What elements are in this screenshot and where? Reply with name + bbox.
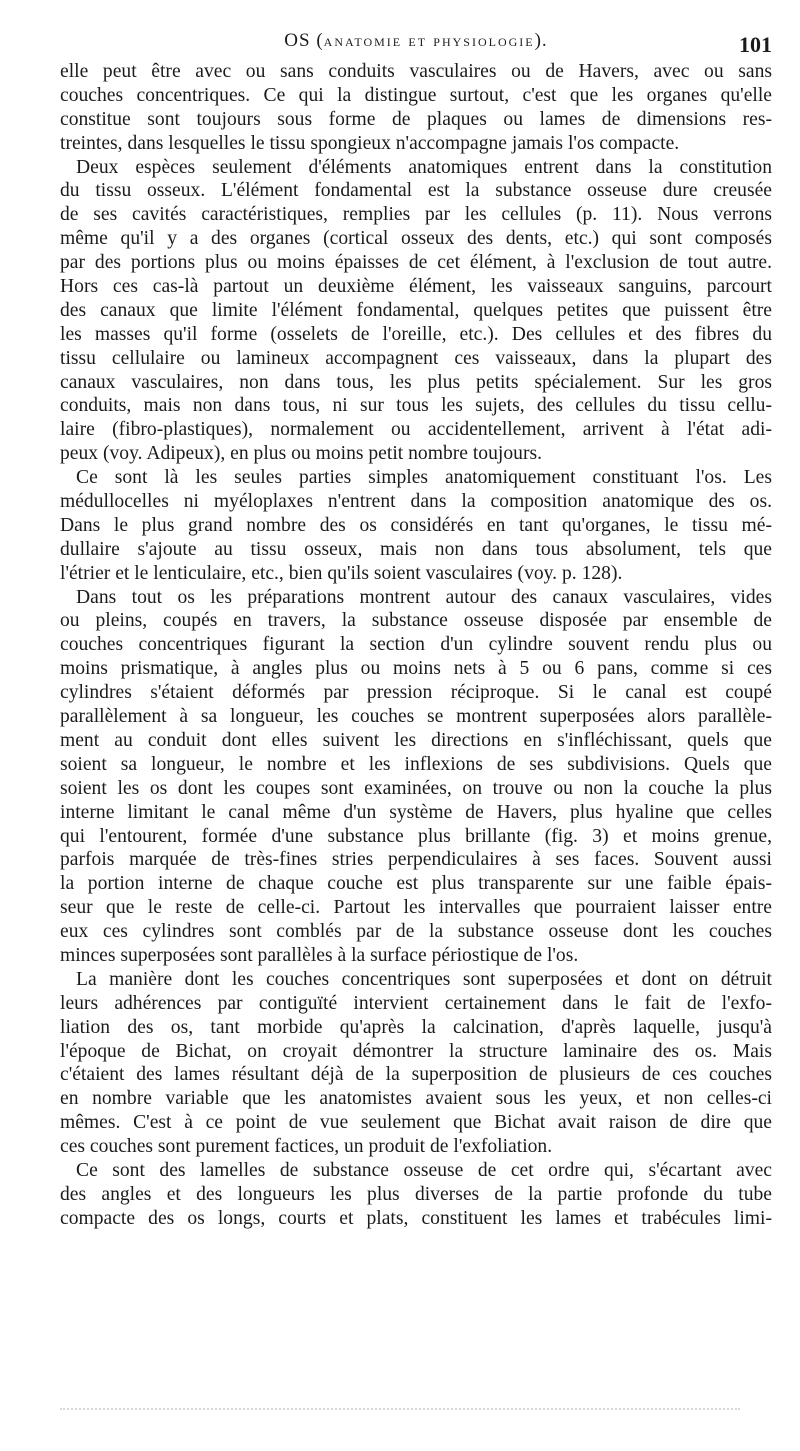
text-line: soient sa longueur, le nombre et les inflexions de ses subdivisions. Quels que <box>60 753 772 775</box>
running-title-end: ). <box>534 30 548 51</box>
text-line: liation des os, tant morbide qu'après la calcination, d'après laquelle, jusqu'à <box>60 1016 772 1038</box>
text-line: tissu cellulaire ou lamineux accompagnent ces vaisseaux, dans la plupart des <box>60 347 772 369</box>
text-line: parfois marquée de très-fines stries perpendiculaires à ses faces. Souvent aussi <box>60 849 772 871</box>
text-line: des angles et des longueurs les plus diverses de la partie profonde du tube <box>60 1183 772 1205</box>
running-title <box>60 30 772 52</box>
text-line: canaux vasculaires, non dans tous, les plus petits spécialement. Sur les gros <box>60 371 772 393</box>
text-line: par des portions plus ou moins épaisses de cet élément, à l'exclusion de tout autre. <box>60 252 772 274</box>
bottom-margin-mark <box>60 1408 740 1416</box>
text-line: en nombre variable que les anatomistes avaient sous les yeux, et non celles-ci <box>60 1088 772 1110</box>
text-line: eux ces cylindres sont comblés par de la substance osseuse dont les couches <box>60 921 772 943</box>
text-line: l'étrier et le lenticulaire, etc., bien qu'ils soient vasculaires (voy. p. 128). <box>60 562 623 584</box>
text-line: elle peut être avec ou sans conduits vasculaires ou de Havers, avec ou sans <box>60 61 772 82</box>
text-line: treintes, dans lesquelles le tissu spongieux n'accompagne jamais l'os compacte. <box>60 132 680 154</box>
text-line: leurs adhérences par contiguïté intervient certainement dans le fait de l'exfo- <box>60 992 772 1014</box>
text-line: ou pleins, coupés en travers, la substance osseuse disposée par ensemble de <box>60 610 772 632</box>
text-line: cylindres s'étaient déformés par pression réciproque. Si le canal est coupé <box>60 682 772 704</box>
text-line: couches concentriques. Ce qui la distingue surtout, c'est que les organes qu'elle <box>60 84 772 106</box>
text-line: les masses qu'il forme (osselets de l'oreille, etc.). Des cellules et des fibres du <box>60 323 772 345</box>
text-line: soient les os dont les coupes sont examinées, on trouve ou non la couche la plus <box>60 777 772 799</box>
text-line: ces couches sont purement factices, un produit de l'exfoliation. <box>60 1136 553 1158</box>
text-line: même qu'il y a des organes (cortical osseux des dents, etc.) qui sont composés <box>60 228 772 250</box>
body-text <box>60 60 772 1231</box>
text-line: moins prismatique, à angles plus ou moins nets à 5 ou 6 pans, comme si ces <box>60 658 772 680</box>
text-line: peux (voy. Adipeux), en plus ou moins petit nombre toujours. <box>60 443 542 465</box>
text-line: interne limitant le canal même d'un système de Havers, plus hyaline que celles <box>60 801 772 823</box>
text-line: compacte des os longs, courts et plats, constituent les lames et trabécules limi- <box>60 1207 772 1229</box>
text-line: de ses cavités caractéristiques, remplies par les cellules (p. 11). Nous verrons <box>60 204 772 226</box>
text-line: ment au conduit dont elles suivent les directions en s'infléchissant, quels que <box>60 729 772 751</box>
text-line: médullocelles ni myéloplaxes n'entrent dans la composition anatomique des os. <box>60 491 772 513</box>
text-line: des canaux que limite l'élément fondamental, quelques petites que puissent être <box>60 299 772 321</box>
text-line: qui l'entourent, formée d'une substance plus brillante (fig. 3) et moins grenue, <box>60 825 772 847</box>
text-line: laire (fibro-plastiques), normalement ou accidentellement, arrivent à l'état adi- <box>60 419 772 441</box>
text-line: seur que le reste de celle-ci. Partout les intervalles que pourraient laisser entre <box>60 897 772 919</box>
running-title-subtitle: anatomie et physiologie <box>323 31 535 50</box>
page-number: 101 <box>739 32 772 57</box>
text-line: minces superposées sont parallèles à la surface périostique de l'os. <box>60 944 579 966</box>
text-line: mêmes. C'est à ce point de vue seulement que Bichat avait raison de dire que <box>60 1112 772 1134</box>
page-header <box>60 26 772 62</box>
text-line: Dans le plus grand nombre des os considérés en tant qu'organes, le tissu mé- <box>60 514 772 536</box>
text-line: constitue sont toujours sous forme de plaques ou lames de dimensions res- <box>60 108 772 130</box>
text-line: La manière dont les couches concentriques sont superposées et dont on détruit <box>76 968 772 990</box>
text-line: du tissu osseux. L'élément fondamental est la substance osseuse dure creusée <box>60 180 772 202</box>
text-line: dullaire s'ajoute au tissu osseux, mais non dans tous absolument, tels que <box>60 538 772 560</box>
text-line: conduits, mais non dans tous, ni sur tous les sujets, des cellules du tissu cellu- <box>60 395 772 417</box>
text-line: Ce sont des lamelles de substance osseuse de cet ordre qui, s'écartant avec <box>76 1159 772 1181</box>
running-title-main: OS ( <box>284 30 324 51</box>
text-line: Dans tout os les préparations montrent autour des canaux vasculaires, vides <box>76 586 772 608</box>
text-line: Ce sont là les seules parties simples anatomiquement constituant l'os. Les <box>76 467 772 489</box>
text-line: la portion interne de chaque couche est plus transparente sur une faible épais- <box>60 873 772 895</box>
text-line: c'étaient des lames résultant déjà de la superposition de plusieurs de ces couches <box>60 1064 772 1086</box>
text-line: Deux espèces seulement d'éléments anatomiques entrent dans la constitution <box>76 156 772 178</box>
text-line: parallèlement à sa longueur, les couches se montrent superposées alors parallèle- <box>60 706 772 728</box>
text-line: l'époque de Bichat, on croyait démontrer la structure laminaire des os. Mais <box>60 1040 772 1062</box>
text-line: Hors ces cas-là partout un deuxième élément, les vaisseaux sanguins, parcourt <box>60 276 772 298</box>
text-line: couches concentriques figurant la section d'un cylindre souvent rendu plus ou <box>60 634 772 656</box>
